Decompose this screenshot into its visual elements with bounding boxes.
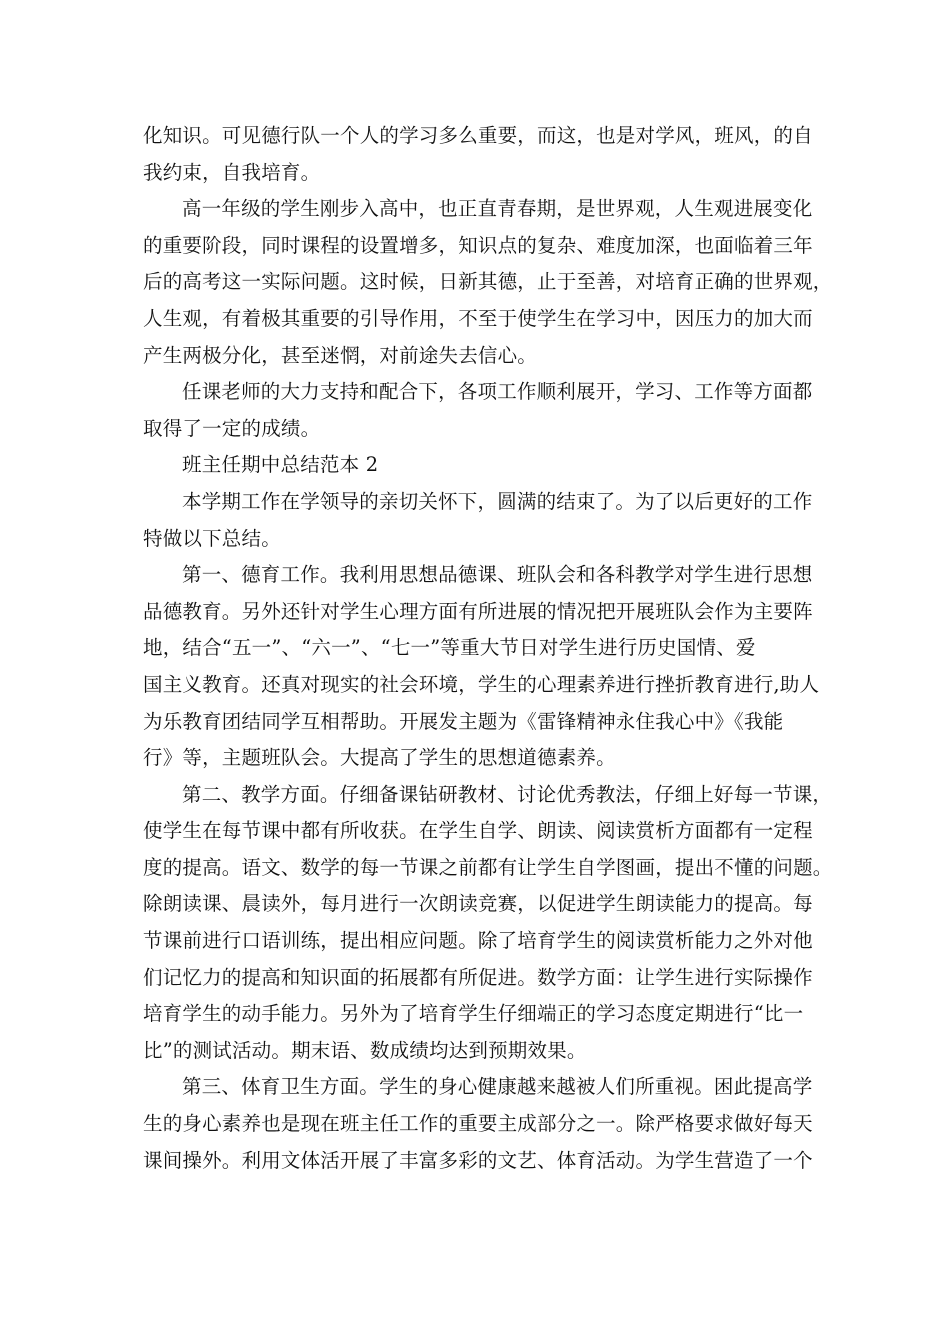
text-line: 度的提高。语文、数学的每一节课之前都有让学生自学图画，提出不懂的问题。 [143,855,833,879]
text-line: 产生两极分化，甚至迷惘，对前途失去信心。 [143,343,538,367]
text-line: 后的高考这一实际问题。这时候，日新其德，止于至善，对培育正确的世界观， [143,270,833,294]
text-line: 使学生在每节课中都有所收获。在学生自学、朗读、阅读赏析方面都有一定程 [143,819,813,843]
text-line: 们记忆力的提高和知识面的拓展都有所促进。数学方面：让学生进行实际操作 [143,965,813,989]
text-line: 品德教育。另外还针对学生心理方面有所进展的情况把开展班队会作为主要阵 [143,599,813,623]
text-line: 为乐教育团结同学互相帮助。开展发主题为《雷锋精神永住我心中》《我能 [143,709,784,733]
text-line: 国主义教育。还真对现实的社会环境，学生的心理素养进行挫折教育进行,助人 [143,672,820,696]
text-line: 任课老师的大力支持和配合下，各项工作顺利展开，学习、工作等方面都 [182,380,813,404]
text-line: 比”的测试活动。期末语、数成绩均达到预期效果。 [143,1038,587,1062]
text-line: 行》等，主题班队会。大提高了学生的思想道德素养。 [143,746,616,770]
text-line: 我约束，自我培育。 [143,160,321,184]
text-line: 第二、教学方面。仔细备课钻研教材、讨论优秀教法，仔细上好每一节课， [182,782,833,806]
text-line: 第三、体育卫生方面。学生的身心健康越来越被人们所重视。困此提高学 [182,1075,813,1099]
text-line: 人生观，有着极其重要的引导作用，不至于使学生在学习中，因压力的加大而 [143,306,813,330]
text-line: 特做以下总结。 [143,526,281,550]
text-line: 高一年级的学生刚步入高中，也正直青春期，是世界观，人生观进展变化 [182,197,813,221]
text-line: 课间操外。利用文体活开展了丰富多彩的文艺、体育活动。为学生营造了一个 [143,1148,813,1172]
text-line: 化知识。可见德行队一个人的学习多么重要，而这，也是对学风，班风，的自 [143,124,813,147]
text-line: 除朗读课、晨读外，每月进行一次朗读竞赛，以促进学生朗读能力的提高。每 [143,892,813,916]
text-line: 生的身心素养也是现在班主任工作的重要主成部分之一。除严格要求做好每天 [143,1112,813,1136]
text-line: 第一、德育工作。我利用思想品德课、班队会和各科教学对学生进行思想 [182,563,813,587]
section-heading: 班主任期中总结范本 2 [182,453,379,477]
text-line: 本学期工作在学领导的亲切关怀下，圆满的结束了。为了以后更好的工作 [182,489,813,513]
text-line: 培育学生的动手能力。另外为了培育学生仔细端正的学习态度定期进行“比一 [143,1002,804,1026]
text-line: 取得了一定的成绩。 [143,416,321,440]
text-line: 地，结合“五一”、“六一”、“七一”等重大节日对学生进行历史国情、爱 [143,636,756,660]
text-line: 节课前进行口语训练，提出相应问题。除了培育学生的阅读赏析能力之外对他 [143,929,813,953]
document-body [143,118,833,1179]
text-line: 的重要阶段，同时课程的设置增多，知识点的复杂、难度加深，也面临着三年 [143,233,813,257]
